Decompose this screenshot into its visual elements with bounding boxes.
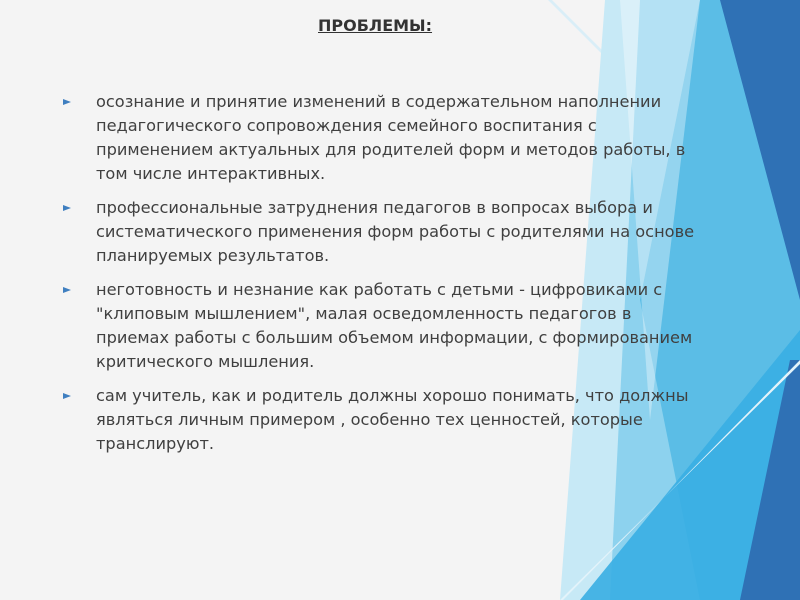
list-item bbox=[60, 90, 700, 186]
bullet-arrow-icon bbox=[63, 99, 71, 105]
list-item bbox=[60, 278, 700, 374]
bullet-arrow-icon bbox=[63, 205, 71, 211]
list-item-text: неготовность и незнание как работать с детьми - цифровиками с "клиповым мышлением", малая осведомленность педагогов в приемах работы с большим объемом информации, с формированием критического мышления. bbox=[96, 280, 693, 371]
bullet-arrow-icon bbox=[63, 287, 71, 293]
problems-list bbox=[60, 90, 700, 466]
list-item-text: осознание и принятие изменений в содержательном наполнении педагогического сопровождения семейного воспитания с применением актуальных для родителей форм и методов работы, в том числе интерактивных. bbox=[96, 92, 686, 183]
list-item-text: сам учитель, как и родитель должны хорошо понимать, что должны являться личным примером , особенно тех ценностей, которые транслируют. bbox=[96, 386, 689, 453]
list-item bbox=[60, 196, 700, 268]
bullet-arrow-icon bbox=[63, 393, 71, 399]
slide-title: ПРОБЛЕМЫ: bbox=[318, 16, 433, 35]
list-item-text: профессиональные затруднения педагогов в вопросах выбора и систематического применения форм работы с родителями на основе планируемых результатов. bbox=[96, 198, 695, 265]
list-item bbox=[60, 384, 700, 456]
